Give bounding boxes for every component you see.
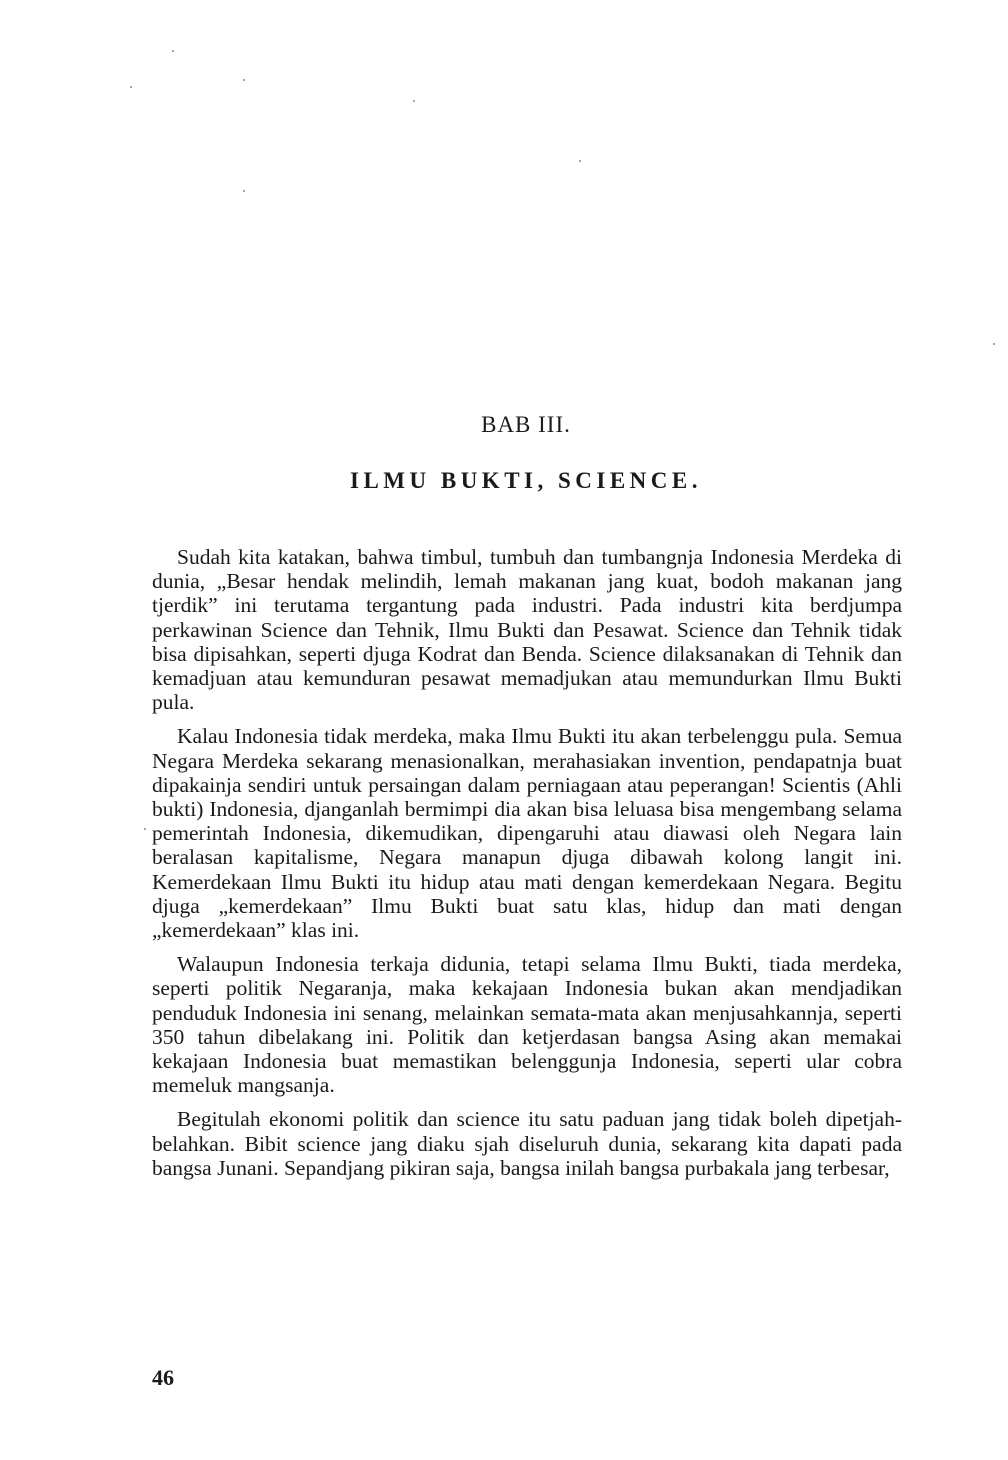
- paragraph: Kalau Indonesia tidak merdeka, maka Ilmu Bukti itu akan terbelenggu pula. Semua Negara Merdeka sekarang menasionalkan, merahasiakan invention, pendapatnja buat dipakainja sendiri untuk persaingan dalam perniagaan atau peperangan! Scientis (Ahli bukti) Indonesia, djanganlah bermimpi dia akan bisa leluasa bisa mengembang selama pemerintah Indonesia, dikemudikan, dipengaruhi atau diawasi oleh Negara lain beralasan kapitalisme, Negara manapun djuga dibawah kolong langit ini. Kemerdekaan Ilmu Bukti itu hidup atau mati dengan kemerdekaan Negara. Begitu djuga „kemerdekaan” Ilmu Bukti buat satu klas, hidup dan mati dengan „kemerdekaan” klas ini.: [152, 724, 902, 943]
- body-text: [152, 545, 902, 1190]
- scan-speck: [144, 828, 146, 830]
- scan-speck: [413, 100, 415, 102]
- scan-speck: [172, 50, 174, 52]
- scan-speck: [993, 343, 995, 345]
- paragraph: Walaupun Indonesia terkaja didunia, tetapi selama Ilmu Bukti, tiada merdeka, seperti politik Negaranja, maka kekajaan Indonesia bukan akan mendjadikan penduduk Indonesia ini senang, melainkan semata-mata akan menjusahkannja, seperti 350 tahun dibelakang ini. Politik dan ketjerdasan bangsa Asing akan memakai kekajaan Indonesia buat memastikan belenggunja Indonesia, seperti ular cobra memeluk mangsanja.: [152, 952, 902, 1098]
- chapter-number: BAB III.: [481, 412, 571, 437]
- scan-speck: [243, 190, 245, 192]
- page-number: 46: [152, 1365, 174, 1390]
- chapter-title: ILMU BUKTI, SCIENCE.: [350, 468, 702, 493]
- paragraph: Begitulah ekonomi politik dan science itu satu paduan jang tidak boleh dipetjah-belahkan. Bibit science jang diaku sjah diseluruh dunia, sekarang kita dapati pada bangsa Junani. Sepandjang pikiran saja, bangsa inilah bangsa purbakala jang terbesar,: [152, 1107, 902, 1180]
- scan-speck: [130, 86, 132, 88]
- scan-speck: [579, 160, 581, 162]
- paragraph: Sudah kita katakan, bahwa timbul, tumbuh dan tumbangnja Indonesia Merdeka di dunia, „Besar hendak melindih, lemah makanan jang kuat, bodoh makanan jang tjerdik” ini terutama tergantung pada industri. Pada industri kita berdjumpa perkawinan Science dan Tehnik, Ilmu Bukti dan Pesawat. Science dan Tehnik tidak bisa dipisahkan, seperti djuga Kodrat dan Benda. Science dilaksanakan di Tehnik dan kemadjuan atau kemunduran pesawat memadjukan atau memundurkan Ilmu Bukti pula.: [152, 545, 902, 715]
- scan-speck: [243, 79, 245, 81]
